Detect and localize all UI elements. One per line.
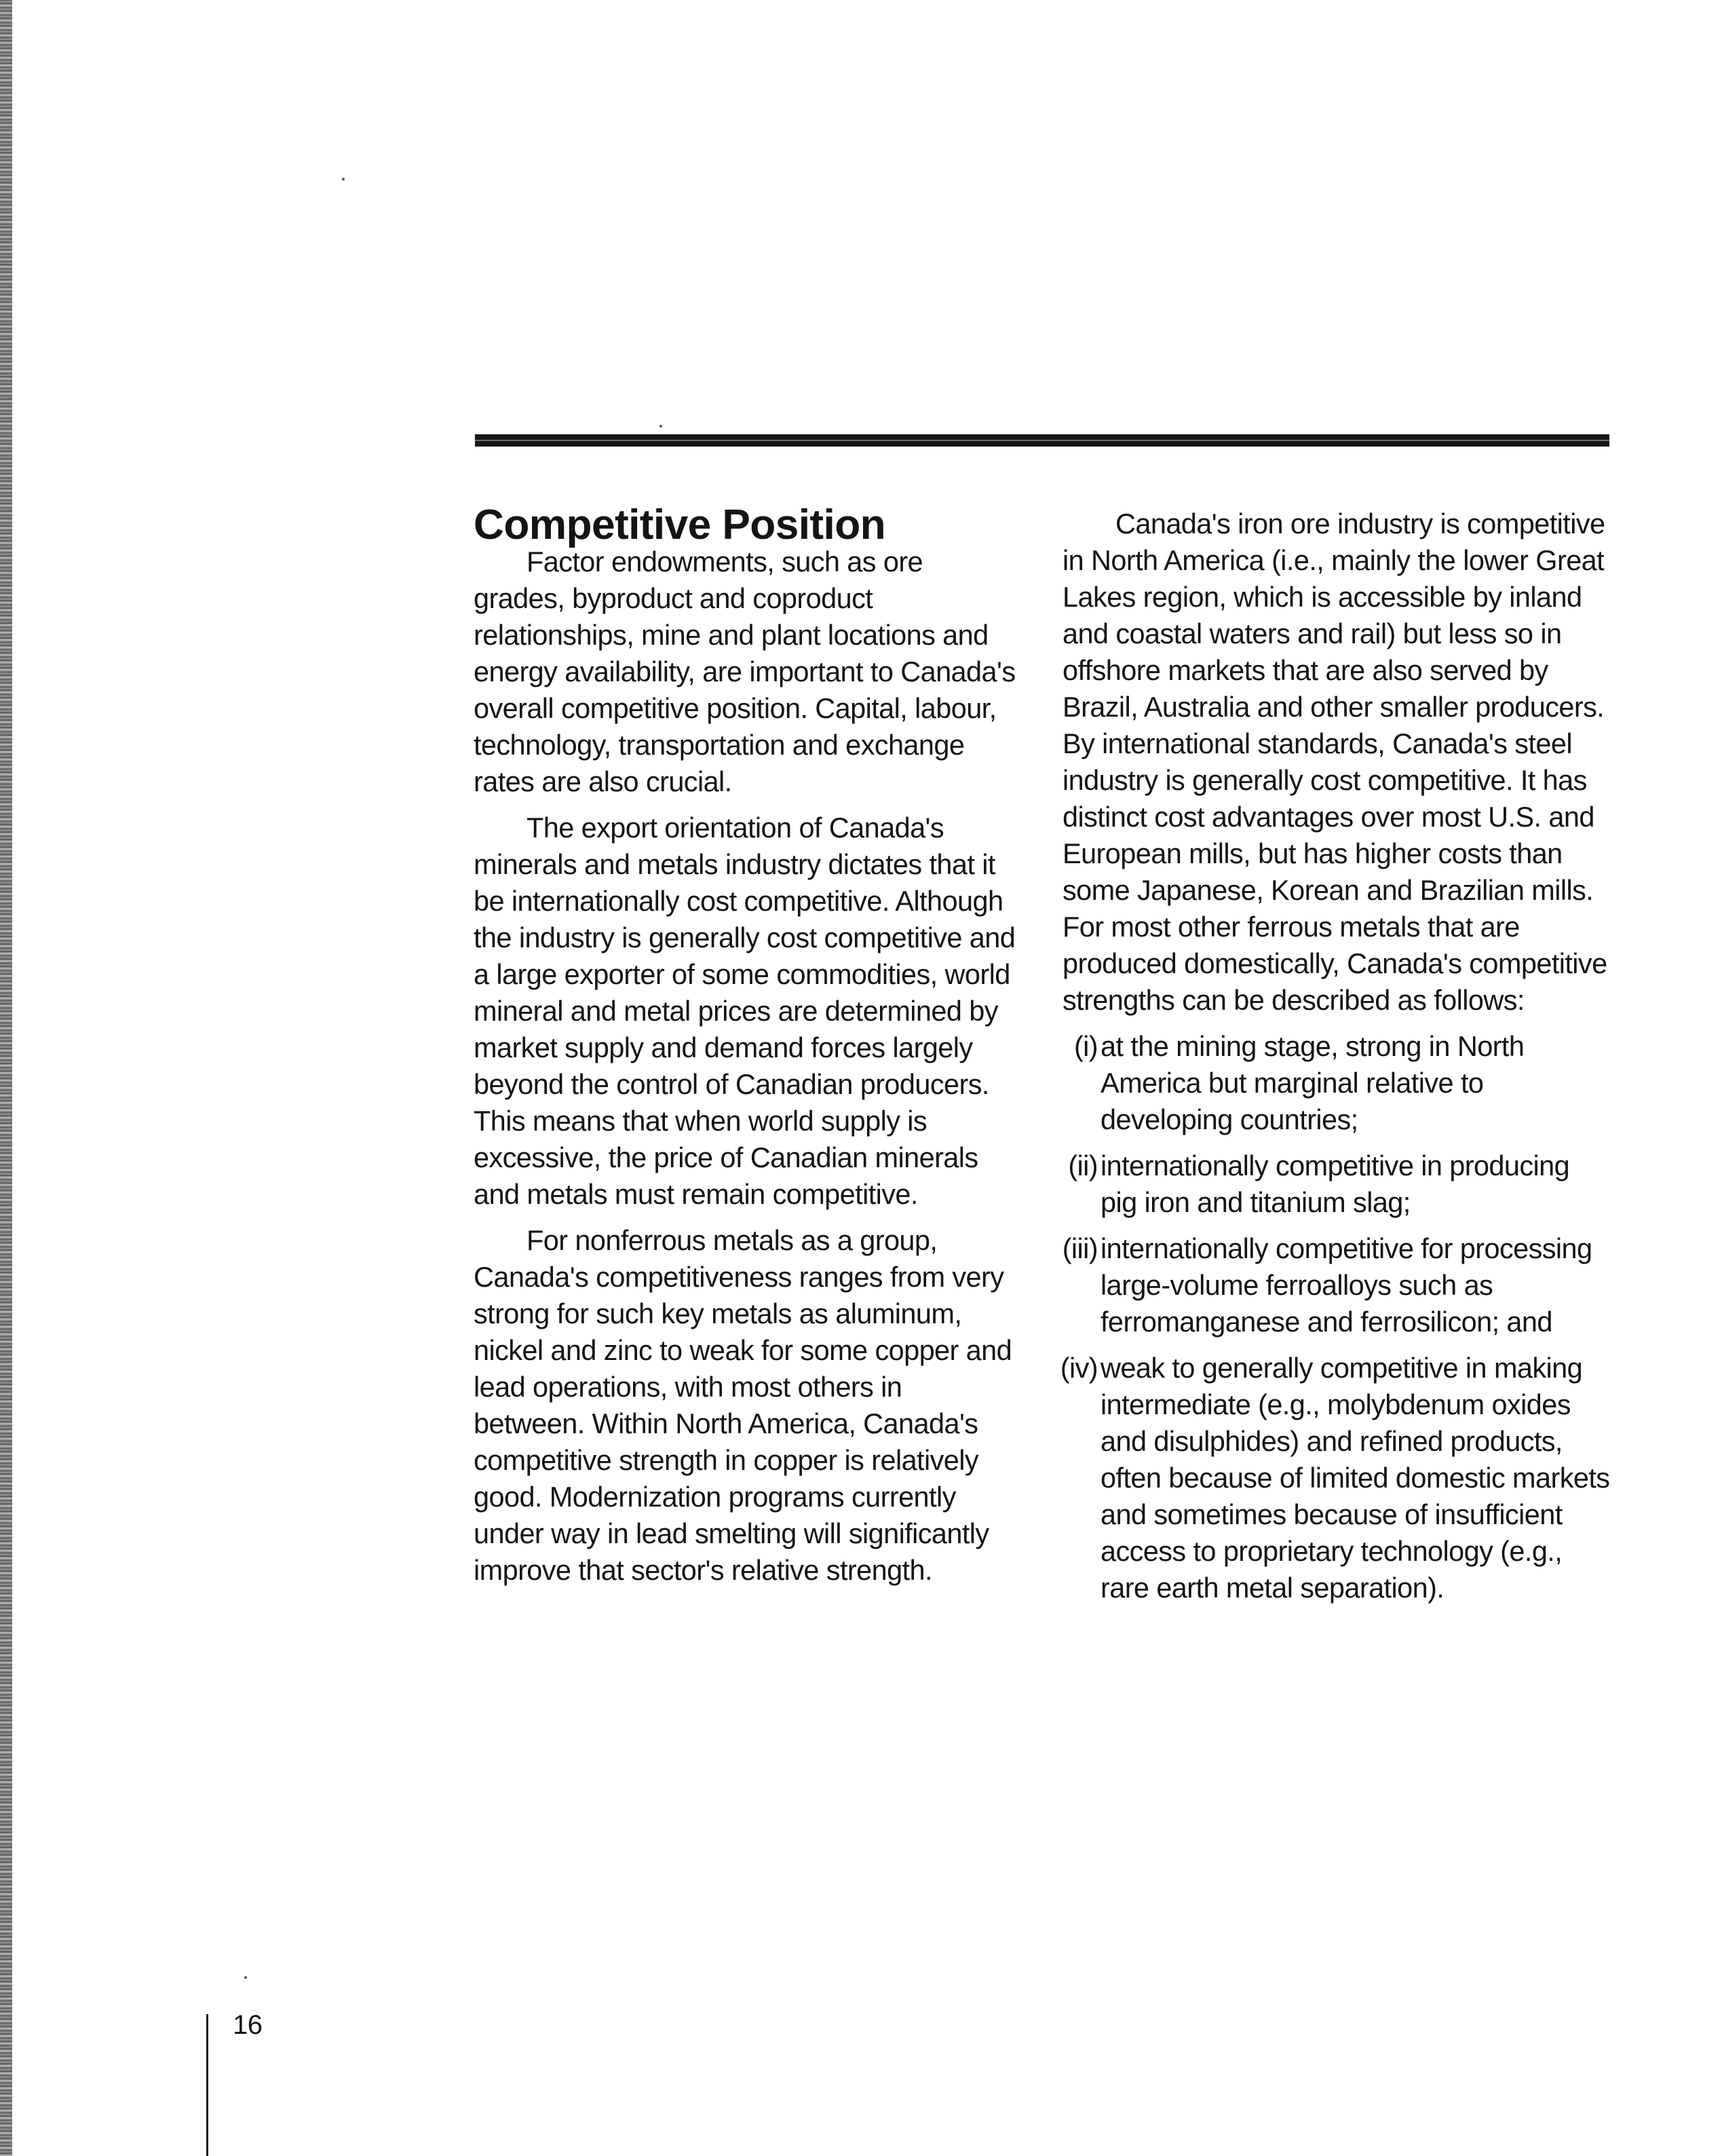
paragraph: For nonferrous metals as a group, Canada's competitiveness ranges from very strong for such key metals as aluminum, nickel and zinc to weak for some copper and lead operations, with most others in between. Within North America, Canada's competitive strength in copper is relatively good. Modernization programs currently under way in lead smelting will significantly improve that sector's relative strength. [474,1224,1012,1586]
list-item [1060,1350,1612,1606]
footer-rule [206,2014,208,2156]
paragraph: Factor endowments, such as ore grades, byproduct and coproduct relationships, mine and plant locations and energy availability, are important to Canada's overall competitive position. Capital, labour, technology, transportation and exchange rates are also crucial. [474,546,1016,797]
section-heading: Competitive Position [474,502,886,548]
list-item-text: internationally competitive for processing large-volume ferroalloys such as ferromanganese and ferrosilicon; and [1101,1232,1592,1338]
list-item [1063,1230,1612,1340]
scan-edge [0,0,12,2156]
list-item-number: (ii) [1068,1150,1098,1181]
strengths-list [1060,1028,1612,1606]
scan-speck [244,1976,247,1979]
left-column [474,502,1016,1598]
list-item [1063,1148,1612,1221]
paragraph: The export orientation of Canada's minerals and metals industry dictates that it be internationally cost competitive. Although the industry is generally cost competitive and a large exporter of some commodities, world mineral and metal prices are determined by market supply and demand forces largely beyond the control of Canadian producers. This means that when world supply is excessive, the price of Canadian minerals and metals must remain competitive. [474,812,1016,1210]
list-item-text: at the mining stage, strong in North America but marginal relative to developing countries; [1101,1030,1525,1135]
paragraph: Canada's iron ore industry is competitive in North America (i.e., mainly the lower Great Lakes region, which is accessible by inland and coastal waters and rail) but less so in offshore markets that are also served by Brazil, Australia and other smaller producers. By international standards, Canada's steel industry is generally cost competitive. It has distinct cost advantages over most U.S. and European mills, but has higher costs than some Japanese, Korean and Brazilian mills. For most other ferrous metals that are produced domestically, Canada's competitive strengths can be described as follows: [1063,508,1607,1016]
list-item-number: (iii) [1062,1232,1098,1264]
page-number: 16 [233,2010,263,2040]
right-column [1060,506,1612,1616]
list-item-text: weak to generally competitive in making intermediate (e.g., molybdenum oxides and disulphides) and refined products, often because of limited domestic markets and sometimes because of insufficient access to proprietary technology (e.g., rare earth metal separation). [1101,1352,1610,1604]
list-item-number: (i) [1073,1030,1098,1062]
section-rule [475,434,1609,447]
scan-speck [342,178,345,181]
scan-speck [659,425,662,428]
list-item [1063,1028,1612,1138]
list-item-text: internationally competitive in producing pig iron and titanium slag; [1101,1150,1570,1218]
list-item-number: (iv) [1060,1352,1098,1384]
